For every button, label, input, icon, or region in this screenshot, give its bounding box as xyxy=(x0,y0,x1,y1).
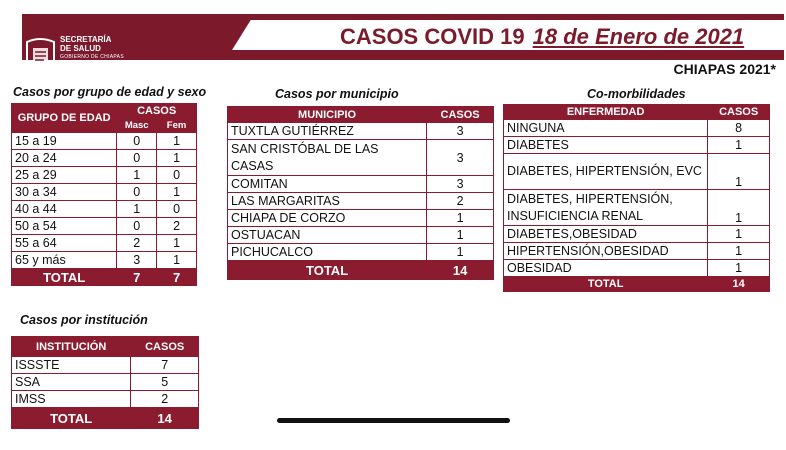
col-header-municipio: MUNICIPIO xyxy=(228,107,427,123)
table-row xyxy=(12,167,197,184)
table-row xyxy=(504,137,770,154)
disease-cell: DIABETES, HIPERTENSIÓN, EVC xyxy=(504,154,708,190)
table-row xyxy=(504,243,770,260)
age-group-cell: 25 a 29 xyxy=(12,167,117,184)
female-cell: 1 xyxy=(157,133,197,150)
cases-cell: 1 xyxy=(708,243,770,260)
age-group-cell: 50 a 54 xyxy=(12,218,117,235)
comorb-table-title: Co-morbilidades xyxy=(587,87,686,101)
cases-cell: 1 xyxy=(427,210,494,227)
table-row xyxy=(228,227,494,244)
logo-line-1: SECRETARÍA xyxy=(60,35,112,44)
total-female: 7 xyxy=(157,269,197,286)
municipio-table xyxy=(227,106,494,280)
table-row xyxy=(228,123,494,140)
table-row xyxy=(12,184,197,201)
age-group-cell: 20 a 24 xyxy=(12,150,117,167)
total-row xyxy=(12,269,197,286)
table-row xyxy=(504,120,770,137)
male-cell: 0 xyxy=(117,184,157,201)
table-row xyxy=(12,235,197,252)
cases-cell: 3 xyxy=(427,140,494,176)
female-cell: 1 xyxy=(157,235,197,252)
col-header-disease: ENFERMEDAD xyxy=(504,105,708,120)
municipio-cell: TUXTLA GUTIÉRREZ xyxy=(228,123,427,140)
cases-cell: 3 xyxy=(427,176,494,193)
cases-cell: 1 xyxy=(708,190,770,226)
table-row xyxy=(228,193,494,210)
age-sex-table xyxy=(11,103,197,286)
col-header-age-group: GRUPO DE EDAD xyxy=(12,104,117,133)
male-cell: 0 xyxy=(117,133,157,150)
male-cell: 2 xyxy=(117,235,157,252)
table-row xyxy=(12,374,199,391)
col-header-cases: CASOS xyxy=(708,105,770,120)
inst-table-title: Casos por institución xyxy=(20,313,148,327)
table-row xyxy=(12,133,197,150)
table-row xyxy=(228,140,494,176)
female-cell: 1 xyxy=(157,150,197,167)
coat-of-arms-icon xyxy=(24,36,57,76)
home-indicator-bar[interactable] xyxy=(277,418,510,423)
cases-cell: 2 xyxy=(131,391,199,408)
total-label: TOTAL xyxy=(12,408,131,429)
disease-cell: DIABETES xyxy=(504,137,708,154)
col-header-cases: CASOS xyxy=(117,104,197,119)
cases-cell: 1 xyxy=(427,227,494,244)
table-row xyxy=(12,218,197,235)
female-cell: 1 xyxy=(157,252,197,269)
total-male: 7 xyxy=(117,269,157,286)
table-row xyxy=(12,252,197,269)
female-cell: 0 xyxy=(157,167,197,184)
cases-cell: 7 xyxy=(131,357,199,374)
male-cell: 1 xyxy=(117,201,157,218)
disease-cell: DIABETES, HIPERTENSIÓN, INSUFICIENCIA RENAL xyxy=(504,190,708,226)
municipio-cell: SAN CRISTÓBAL DE LAS CASAS xyxy=(228,140,427,176)
age-group-cell: 15 a 19 xyxy=(12,133,117,150)
disease-cell: NINGUNA xyxy=(504,120,708,137)
female-cell: 1 xyxy=(157,184,197,201)
cases-cell: 1 xyxy=(708,137,770,154)
col-header-cases: CASOS xyxy=(427,107,494,123)
municipio-cell: PICHUCALCO xyxy=(228,244,427,261)
comorbidities-table xyxy=(503,104,770,292)
age-group-cell: 40 a 44 xyxy=(12,201,117,218)
title-main: CASOS COVID 19 xyxy=(340,24,525,49)
age-table-title: Casos por grupo de edad y sexo xyxy=(13,85,207,99)
table-row xyxy=(228,244,494,261)
table-row xyxy=(228,210,494,227)
table-row xyxy=(504,226,770,243)
municipio-cell: LAS MARGARITAS xyxy=(228,193,427,210)
table-row xyxy=(12,201,197,218)
total-row xyxy=(12,408,199,429)
cases-cell: 8 xyxy=(708,120,770,137)
total-row xyxy=(504,277,770,292)
female-cell: 0 xyxy=(157,201,197,218)
table-row xyxy=(12,357,199,374)
total-value: 14 xyxy=(708,277,770,292)
table-row xyxy=(228,176,494,193)
municipio-cell: OSTUACAN xyxy=(228,227,427,244)
total-label: TOTAL xyxy=(228,261,427,280)
cases-cell: 1 xyxy=(708,226,770,243)
col-header-institution: INSTITUCIÓN xyxy=(12,337,131,357)
table-row xyxy=(12,391,199,408)
table-row xyxy=(504,154,770,190)
age-group-cell: 55 a 64 xyxy=(12,235,117,252)
total-value: 14 xyxy=(131,408,199,429)
total-row xyxy=(228,261,494,280)
male-cell: 0 xyxy=(117,150,157,167)
municipio-cell: CHIAPA DE CORZO xyxy=(228,210,427,227)
total-value: 14 xyxy=(427,261,494,280)
table-row xyxy=(504,260,770,277)
age-group-cell: 30 a 34 xyxy=(12,184,117,201)
disease-cell: OBESIDAD xyxy=(504,260,708,277)
institution-table xyxy=(11,336,199,429)
col-header-female: Fem xyxy=(157,119,197,133)
male-cell: 1 xyxy=(117,167,157,184)
total-label: TOTAL xyxy=(12,269,117,286)
col-header-cases: CASOS xyxy=(131,337,199,357)
cases-cell: 5 xyxy=(131,374,199,391)
cases-cell: 2 xyxy=(427,193,494,210)
page-title xyxy=(340,24,744,50)
institution-cell: IMSS xyxy=(12,391,131,408)
table-row xyxy=(12,150,197,167)
cases-cell: 1 xyxy=(708,154,770,190)
title-date: 18 de Enero de 2021 xyxy=(532,24,745,49)
logo-line-3: GOBIERNO DE CHIAPAS xyxy=(60,54,124,60)
cases-cell: 1 xyxy=(708,260,770,277)
cases-cell: 3 xyxy=(427,123,494,140)
municipio-cell: COMITAN xyxy=(228,176,427,193)
male-cell: 0 xyxy=(117,218,157,235)
female-cell: 2 xyxy=(157,218,197,235)
institution-cell: ISSSTE xyxy=(12,357,131,374)
age-group-cell: 65 y más xyxy=(12,252,117,269)
col-header-male: Masc xyxy=(117,119,157,133)
disease-cell: DIABETES,OBESIDAD xyxy=(504,226,708,243)
table-row xyxy=(504,190,770,226)
total-label: TOTAL xyxy=(504,277,708,292)
state-label: CHIAPAS 2021* xyxy=(673,61,776,77)
logo-line-2: DE SALUD xyxy=(60,44,101,53)
cases-cell: 1 xyxy=(427,244,494,261)
institution-cell: SSA xyxy=(12,374,131,391)
male-cell: 3 xyxy=(117,252,157,269)
disease-cell: HIPERTENSIÓN,OBESIDAD xyxy=(504,243,708,260)
municipio-table-title: Casos por municipio xyxy=(275,87,399,101)
ministry-logo-text xyxy=(60,35,124,62)
